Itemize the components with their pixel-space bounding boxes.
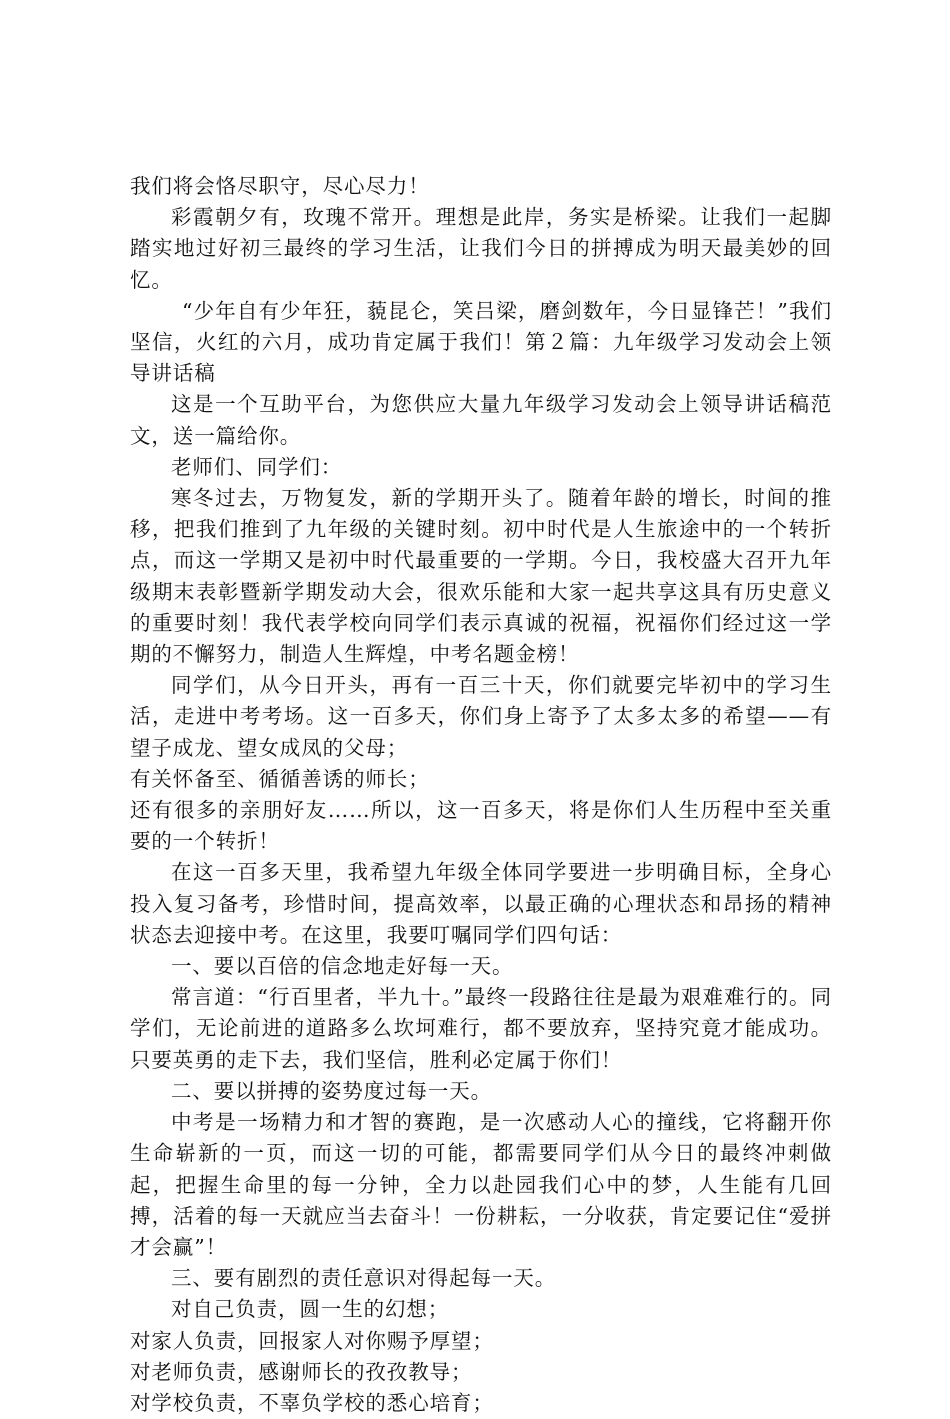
paragraph: 寒冬过去，万物复发，新的学期开头了。随着年龄的增长，时间的推移，把我们推到了九年级的关键时刻。初中时代是人生旅途中的一个转折点，而这一学期又是初中时代最重要的一学期。今日，我校盛大召开九年级期末表彰暨新学期发动大会，很欢乐能和大家一起共享这具有历史意义的重要时刻！我代表学校向同学们表示真诚的祝福，祝福你们经过这一学期的不懈努力，制造人生辉煌，中考名题金榜！ [130,486,832,667]
salutation: 老师们、同学们： [171,454,343,479]
document-body [130,171,832,1419]
paragraph: 对学校负责，不辜负学校的悉心培育； [130,1390,494,1415]
paragraph: “少年自有少年狂，藐昆仑，笑吕梁，磨剑数年，今日显锋芒！”我们坚信，火红的六月，成功肯定属于我们！第２篇：九年级学习发动会上领导讲话稿 [130,298,832,386]
paragraph: 有关怀备至、循循善诱的师长； [130,766,430,791]
section-heading: 二、要以拼搏的姿势度过每一天。 [171,1078,492,1103]
paragraph: 对自己负责，圆一生的幻想； [171,1297,450,1322]
paragraph: 我们将会恪尽职守，尽心尽力！ [130,174,430,198]
section-heading: 三、要有剧烈的责任意识对得起每一天。 [171,1266,557,1291]
paragraph: 这是一个互助平台，为您供应大量九年级学习发动会上领导讲话稿范文，送一篇给你。 [130,392,832,448]
paragraph: 在这一百多天里，我希望九年级全体同学要进一步明确目标，全身心投入复习备考，珍惜时间，提高效率，以最正确的心理状态和昂扬的精神状态去迎接中考。在这里，我要叮嘱同学们四句话： [130,860,832,947]
paragraph: 中考是一场精力和才智的赛跑，是一次感动人心的撞线，它将翻开你生命崭新的一页，而这一切的可能，都需要同学们从今日的最终冲刺做起，把握生命里的每一分钟，全力以赴园我们心中的梦，人生能有几回搏，活着的每一天就应当去奋斗！一份耕耘，一分收获，肯定要记住“爱拼才会赢”！ [130,1110,832,1259]
section-heading: 一、要以百倍的信念地走好每一天。 [171,954,514,979]
paragraph: 还有很多的亲朋好友……所以，这一百多天，将是你们人生历程中至关重要的一个转折！ [130,798,832,854]
paragraph: 彩霞朝夕有，玫瑰不常开。理想是此岸，务实是桥梁。让我们一起脚踏实地过好初三最终的学习生活，让我们今日的拼搏成为明天最美妙的回忆。 [130,205,832,292]
paragraph: 同学们，从今日开头，再有一百三十天，你们就要完毕初中的学习生活，走进中考考场。这一百多天，你们身上寄予了太多太多的希望——有望子成龙、望女成凤的父母； [130,673,832,760]
paragraph: 对家人负责，回报家人对你赐予厚望； [130,1328,494,1353]
paragraph: 对老师负责，感谢师长的孜孜教导； [130,1359,473,1384]
paragraph: 常言道：“行百里者，半九十。”最终一段路往往是最为艰难难行的。同学们，无论前进的道路多么坎坷难行，都不要放弃，坚持究竟才能成功。只要英勇的走下去，我们坚信，胜利必定属于你们！ [130,985,832,1072]
